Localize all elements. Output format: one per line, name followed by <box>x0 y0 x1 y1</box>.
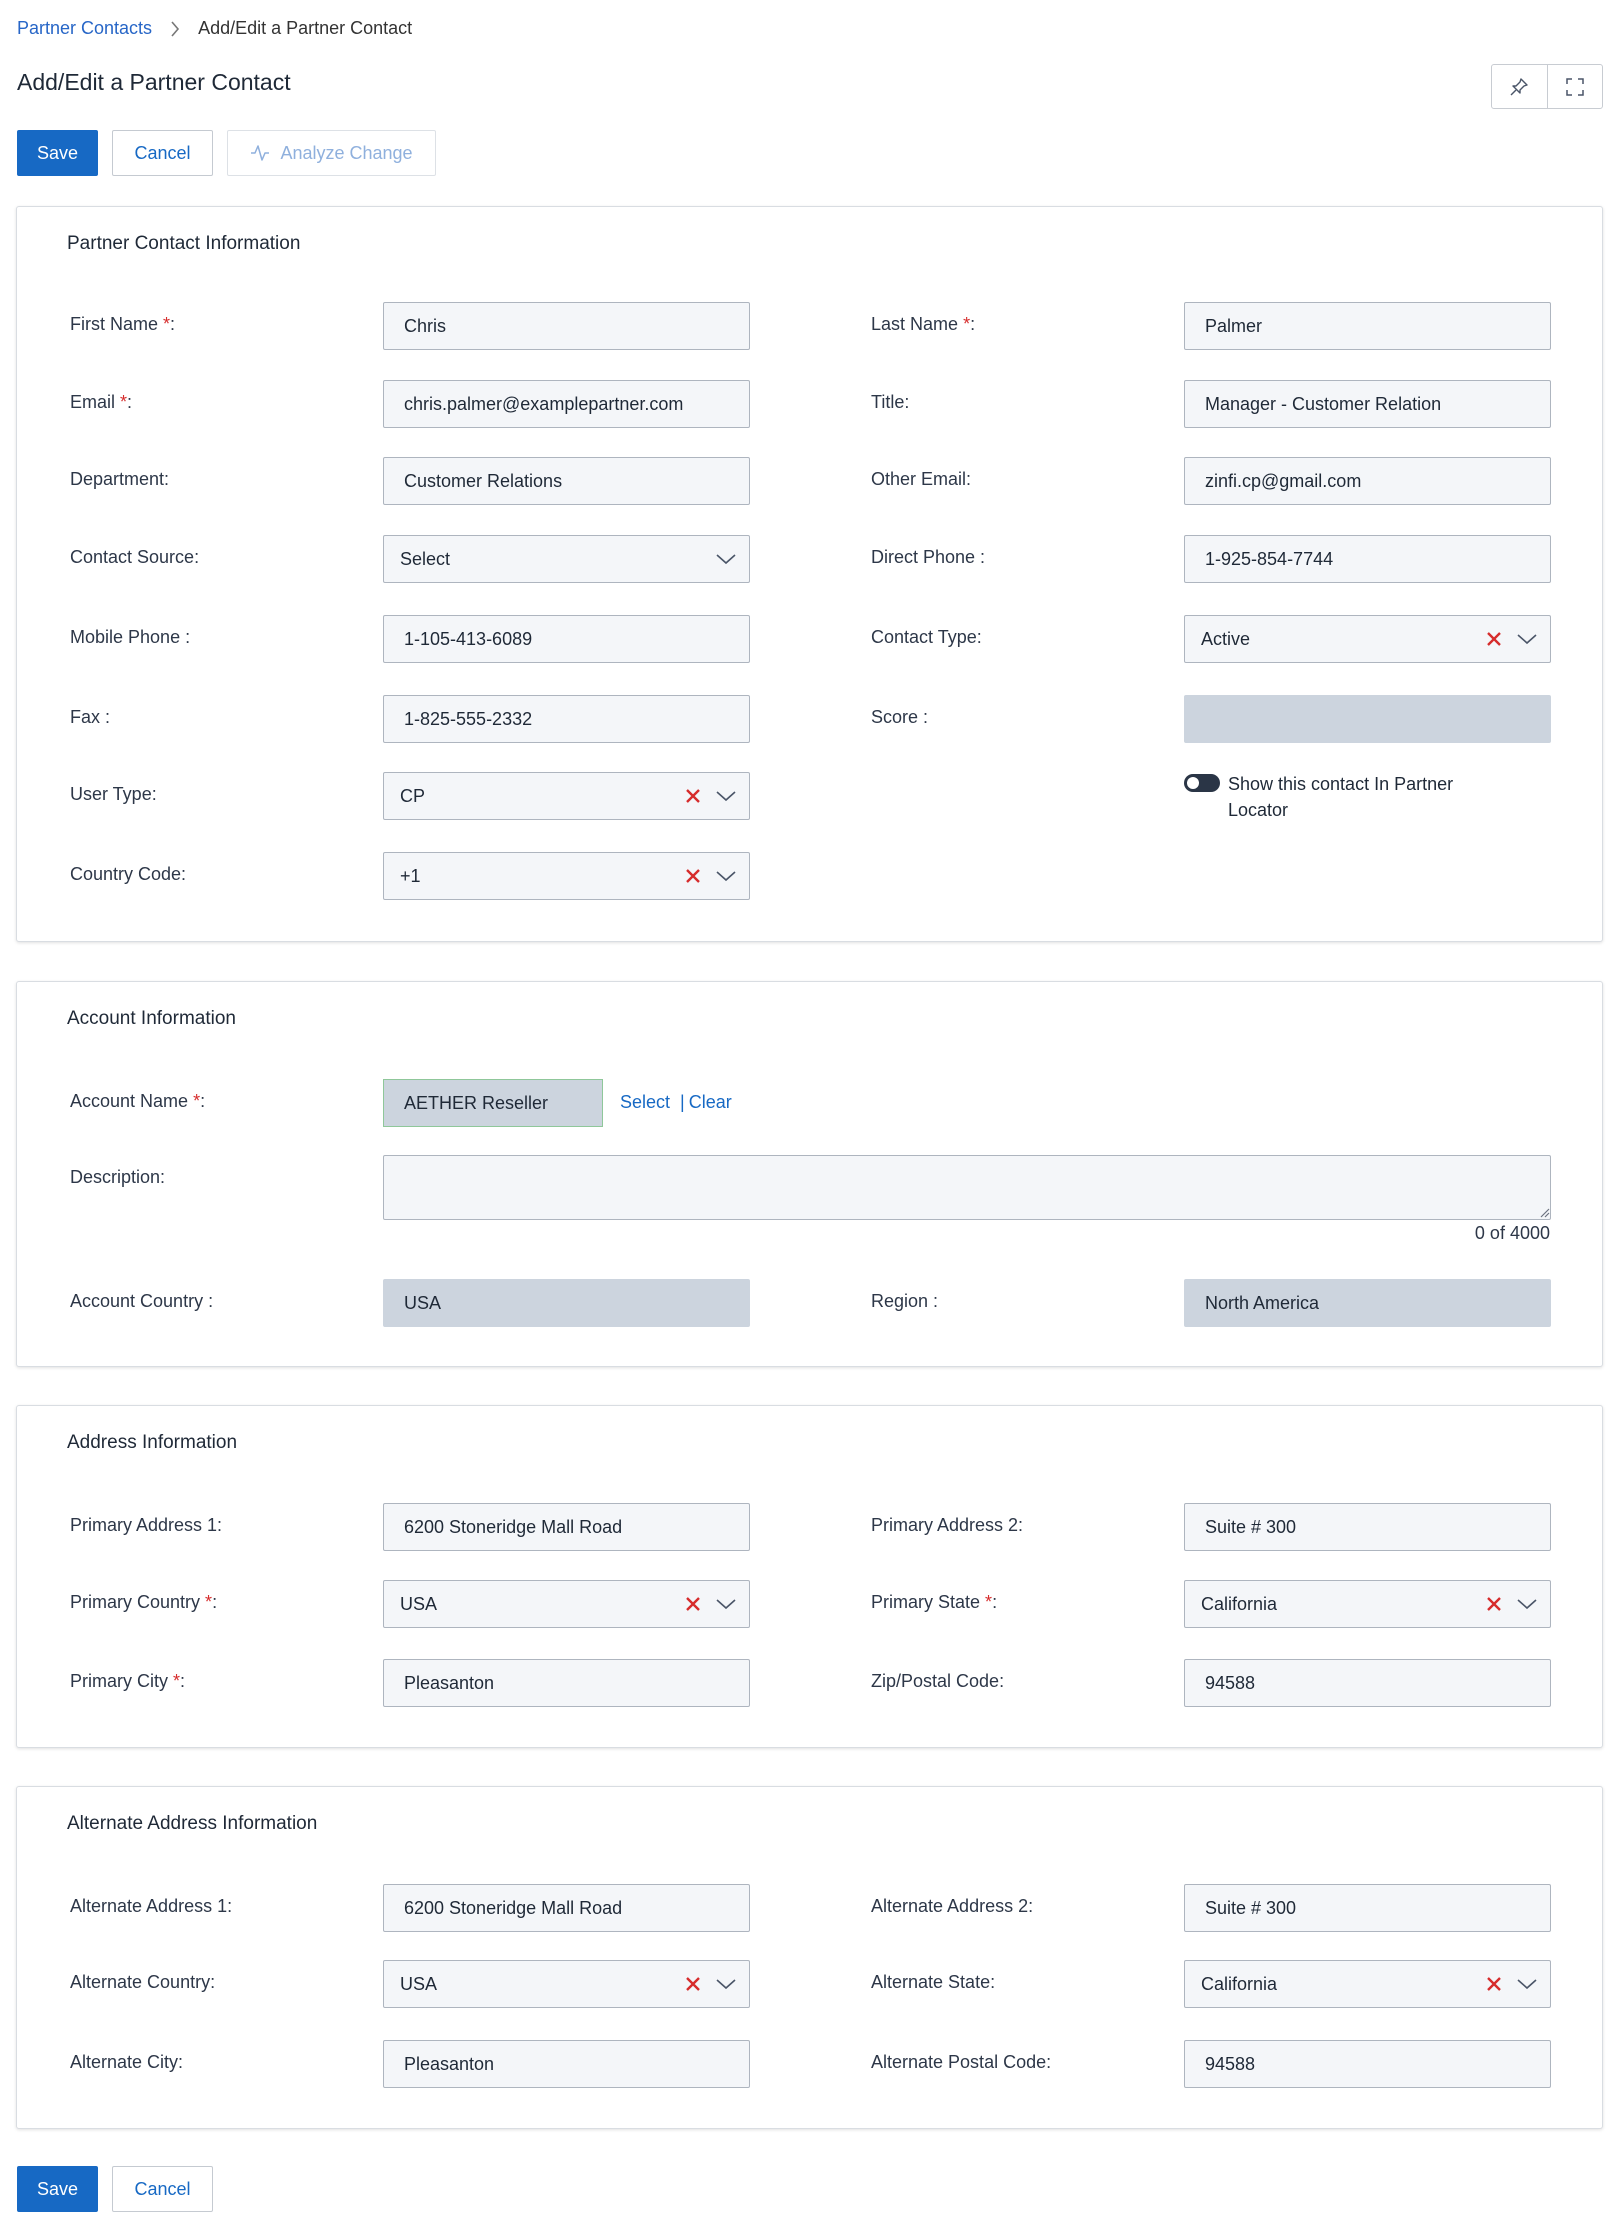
clear-icon[interactable] <box>685 1596 701 1612</box>
chevron-down-icon <box>1516 1597 1538 1611</box>
primary-address-1-label: Primary Address 1: <box>70 1515 223 1535</box>
primary-city-label: Primary City *: <box>70 1671 186 1691</box>
description-char-count: 0 of 4000 <box>1474 1223 1550 1243</box>
zip-input[interactable]: 94588 <box>1184 1659 1551 1707</box>
section-title: Account Information <box>67 1008 236 1029</box>
primary-city-input[interactable]: Pleasanton <box>383 1659 750 1707</box>
alternate-address-1-label: Alternate Address 1: <box>70 1896 233 1916</box>
last-name-input[interactable]: Palmer <box>1184 302 1551 350</box>
chevron-down-icon <box>715 552 737 566</box>
pin-icon <box>1509 77 1529 97</box>
department-input[interactable]: Customer Relations <box>383 457 750 505</box>
primary-country-value: USA <box>400 1593 438 1614</box>
chevron-down-icon <box>715 1977 737 1991</box>
chevron-down-icon <box>715 1597 737 1611</box>
zip-label: Zip/Postal Code: <box>871 1671 1005 1691</box>
save-button[interactable]: Save <box>17 2166 98 2212</box>
alternate-postal-input[interactable]: 94588 <box>1184 2040 1551 2088</box>
contact-type-label: Contact Type: <box>871 627 982 647</box>
resize-grip-icon[interactable] <box>1538 1206 1550 1218</box>
alternate-state-select[interactable] <box>1184 1960 1551 2008</box>
other-email-input[interactable]: zinfi.cp@gmail.com <box>1184 457 1551 505</box>
clear-account-link[interactable]: Clear <box>688 1092 732 1112</box>
primary-country-label: Primary Country *: <box>70 1592 218 1612</box>
contact-source-label: Contact Source: <box>70 547 200 567</box>
save-button[interactable]: Save <box>17 130 98 176</box>
partner-locator-label: Show this contact In Partner Locator <box>1228 774 1454 820</box>
country-code-select[interactable] <box>383 852 750 900</box>
fax-input[interactable]: 1-825-555-2332 <box>383 695 750 743</box>
link-separator: | <box>680 1092 685 1112</box>
primary-address-1-input[interactable]: 6200 Stoneridge Mall Road <box>383 1503 750 1551</box>
section-title: Partner Contact Information <box>67 233 301 254</box>
title-input[interactable]: Manager - Customer Relation <box>1184 380 1551 428</box>
chevron-down-icon <box>715 869 737 883</box>
country-code-value: +1 <box>400 865 421 886</box>
chevron-down-icon <box>715 789 737 803</box>
address-section <box>16 1405 1603 1748</box>
breadcrumb-current: Add/Edit a Partner Contact <box>198 18 413 38</box>
alternate-address-1-input[interactable]: 6200 Stoneridge Mall Road <box>383 1884 750 1932</box>
other-email-label: Other Email: <box>871 469 972 489</box>
description-textarea[interactable] <box>383 1155 1551 1220</box>
alternate-country-label: Alternate Country: <box>70 1972 216 1992</box>
account-country-field: USA <box>383 1279 750 1327</box>
primary-country-select[interactable] <box>383 1580 750 1628</box>
primary-address-2-input[interactable]: Suite # 300 <box>1184 1503 1551 1551</box>
mobile-phone-label: Mobile Phone : <box>70 627 191 647</box>
country-code-label: Country Code: <box>70 864 187 884</box>
alternate-address-2-label: Alternate Address 2: <box>871 1896 1034 1916</box>
primary-state-value: California <box>1201 1593 1278 1614</box>
clear-icon[interactable] <box>1486 1596 1502 1612</box>
alternate-city-input[interactable]: Pleasanton <box>383 2040 750 2088</box>
region-field: North America <box>1184 1279 1551 1327</box>
alternate-address-section <box>16 1786 1603 2129</box>
top-actions <box>17 130 436 176</box>
direct-phone-input[interactable]: 1-925-854-7744 <box>1184 535 1551 583</box>
account-section <box>16 981 1603 1367</box>
clear-icon[interactable] <box>685 868 701 884</box>
alternate-address-2-input[interactable]: Suite # 300 <box>1184 1884 1551 1932</box>
score-label: Score : <box>871 707 929 727</box>
first-name-label: First Name *: <box>70 314 176 334</box>
contact-source-select[interactable] <box>383 535 750 583</box>
user-type-value: CP <box>400 785 426 806</box>
user-type-label: User Type: <box>70 784 157 804</box>
primary-state-select[interactable] <box>1184 1580 1551 1628</box>
account-country-label: Account Country : <box>70 1291 214 1311</box>
page-title: Add/Edit a Partner Contact <box>17 69 291 95</box>
fullscreen-icon <box>1565 77 1585 97</box>
partner-locator-toggle-group <box>1184 771 1478 823</box>
email-input[interactable]: chris.palmer@examplepartner.com <box>383 380 750 428</box>
partner-contact-section <box>16 206 1603 942</box>
contact-source-value: Select <box>400 548 451 569</box>
section-title: Address Information <box>67 1432 238 1453</box>
direct-phone-label: Direct Phone : <box>871 547 986 567</box>
alternate-state-label: Alternate State: <box>871 1972 996 1992</box>
alternate-state-value: California <box>1201 1973 1278 1994</box>
clear-icon[interactable] <box>1486 1976 1502 1992</box>
department-label: Department: <box>70 469 170 489</box>
cancel-button[interactable]: Cancel <box>112 130 213 176</box>
clear-icon[interactable] <box>685 1976 701 1992</box>
region-label: Region : <box>871 1291 939 1311</box>
activity-icon <box>250 144 270 162</box>
contact-type-select[interactable] <box>1184 615 1551 663</box>
alternate-country-value: USA <box>400 1973 438 1994</box>
toggle-knob <box>1187 777 1199 789</box>
contact-type-value: Active <box>1201 628 1251 649</box>
email-label: Email *: <box>70 392 133 412</box>
breadcrumb-partner-contacts-link[interactable]: Partner Contacts <box>17 18 153 38</box>
chevron-down-icon <box>1516 632 1538 646</box>
account-name-field: AETHER Reseller <box>383 1079 603 1127</box>
primary-state-label: Primary State *: <box>871 1592 998 1612</box>
title-label: Title: <box>871 392 910 412</box>
view-tools <box>1491 64 1603 109</box>
description-label: Description: <box>70 1167 166 1187</box>
user-type-select[interactable] <box>383 772 750 820</box>
clear-icon[interactable] <box>1486 631 1502 647</box>
mobile-phone-input[interactable]: 1-105-413-6089 <box>383 615 750 663</box>
pin-button[interactable] <box>1492 65 1547 108</box>
chevron-right-icon <box>170 21 180 37</box>
fullscreen-button[interactable] <box>1547 65 1603 108</box>
clear-icon[interactable] <box>685 788 701 804</box>
bottom-actions <box>17 2166 213 2212</box>
analyze-change-label: Analyze Change <box>280 142 413 163</box>
alternate-country-select[interactable] <box>383 1960 750 2008</box>
account-name-label: Account Name *: <box>70 1091 206 1111</box>
account-links <box>620 1092 732 1113</box>
section-title: Alternate Address Information <box>67 1813 318 1834</box>
fax-label: Fax : <box>70 707 111 727</box>
last-name-label: Last Name *: <box>871 314 976 334</box>
score-field <box>1184 695 1551 743</box>
first-name-input[interactable]: Chris <box>383 302 750 350</box>
select-account-link[interactable]: Select <box>620 1092 671 1112</box>
partner-locator-toggle[interactable] <box>1184 774 1220 792</box>
cancel-button[interactable]: Cancel <box>112 2166 213 2212</box>
alternate-city-label: Alternate City: <box>70 2052 184 2072</box>
alternate-postal-label: Alternate Postal Code: <box>871 2052 1052 2072</box>
analyze-change-button[interactable] <box>227 130 436 176</box>
chevron-down-icon <box>1516 1977 1538 1991</box>
primary-address-2-label: Primary Address 2: <box>871 1515 1024 1535</box>
breadcrumb <box>17 18 412 39</box>
